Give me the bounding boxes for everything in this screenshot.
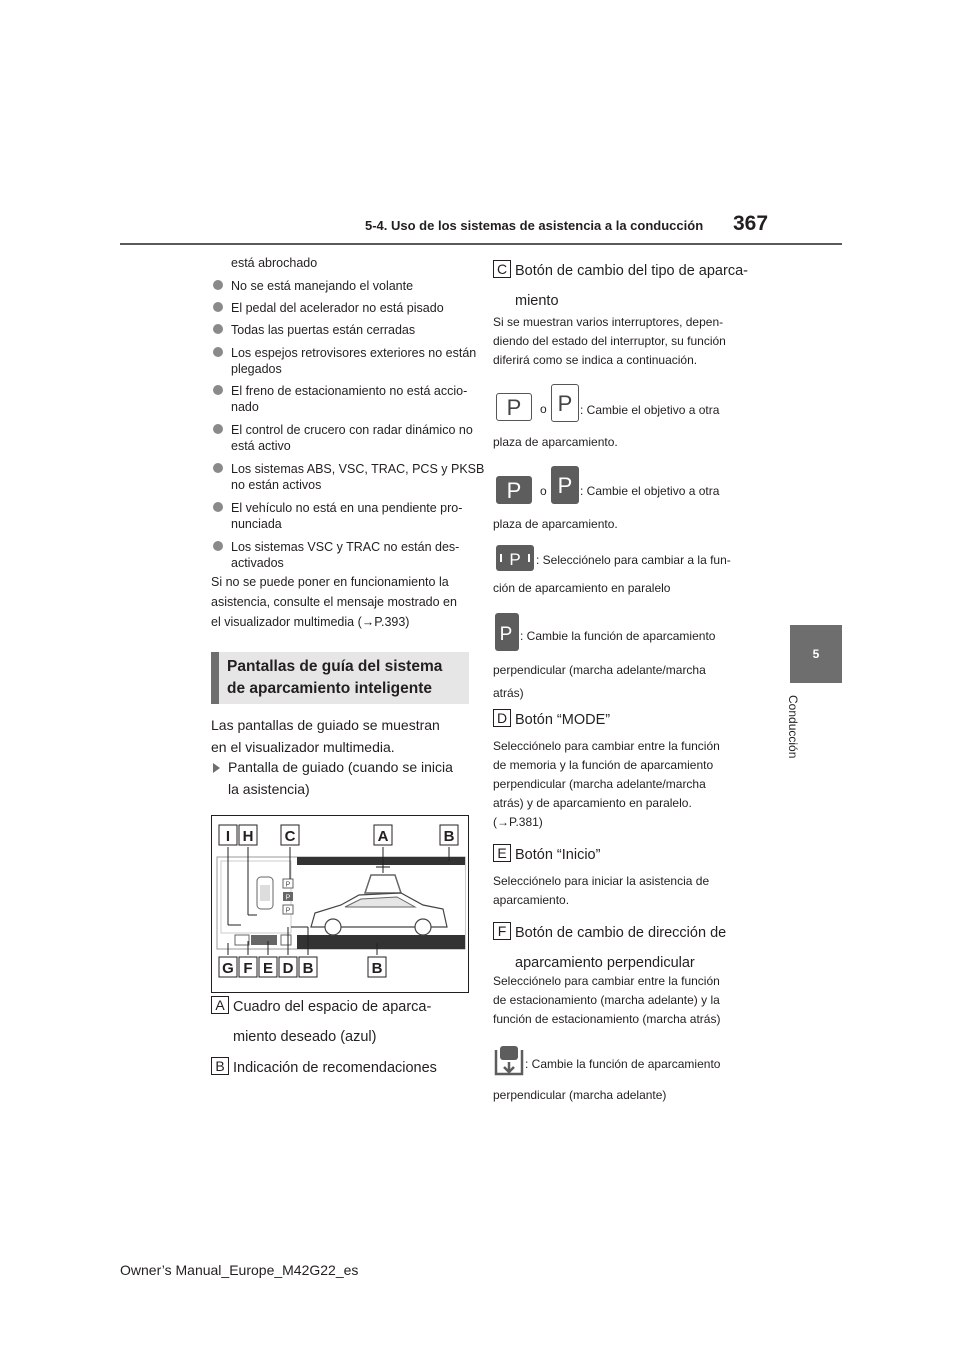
row4-text-b: perpendicular (marcha adelante/marcha atrás)	[493, 663, 706, 700]
c-description: Si se muestran varios interruptores, depen- diendo del estado del interruptor, su función diferirá como se indica a continuación.	[493, 315, 726, 367]
f-description: Selecciónelo para cambiar entre la función de estacionamiento (marcha adelante) y la función de estacionamiento (marcha atrás)	[493, 974, 721, 1026]
p-button: P	[285, 894, 291, 902]
figure-label: F	[243, 960, 253, 977]
bullet-icon	[213, 463, 223, 473]
chapter-tab: 5	[790, 625, 842, 683]
bullet-item: Los sistemas VSC y TRAC no están des-activados	[213, 539, 493, 571]
callout-e: E Botón “Inicio”	[493, 840, 600, 870]
row4-text-a: : Cambie la función de aparcamiento	[520, 629, 716, 643]
parallel-parking-icon	[495, 544, 535, 572]
figure-label: I	[225, 828, 231, 845]
row3-text-a: : Selecciónelo para cambiar a la fun-	[536, 553, 731, 567]
figure-label: B	[443, 828, 455, 845]
bullet-item: Los espejos retrovisores exteriores no están plegados	[213, 345, 493, 377]
figure-label: B	[371, 960, 383, 977]
row3-text-b: ción de aparcamiento en paralelo	[493, 581, 671, 595]
callout-c: C Botón de cambio del tipo de aparca- miento	[493, 256, 748, 316]
p-button: P	[285, 907, 291, 915]
figure-label: E	[262, 960, 274, 977]
figure-label: G	[222, 960, 234, 977]
p-filled-icon: P	[496, 476, 532, 504]
triangle-bullet-icon	[213, 763, 220, 773]
footer-text: Owner’s Manual_Europe_M42G22_es	[120, 1262, 359, 1278]
bullet-icon	[213, 424, 223, 434]
bullet-icon	[213, 385, 223, 395]
chapter-tab-label	[778, 695, 808, 770]
bullet-icon	[213, 541, 223, 551]
sub-heading: Pantalla de guiado (cuando se inicia la asistencia)	[213, 756, 453, 800]
figure-label: A	[377, 828, 389, 845]
bullet-icon	[213, 280, 223, 290]
e-description: Selecciónelo para iniciar la asistencia de aparcamiento.	[493, 874, 710, 907]
section-heading: Pantallas de guía del sistema de aparcamiento inteligente	[211, 652, 469, 704]
row5-text-b: perpendicular (marcha adelante)	[493, 1088, 667, 1102]
bullet-item: Los sistemas ABS, VSC, TRAC, PCS y PKSB no están activos	[213, 461, 493, 493]
callout-d: D Botón “MODE”	[493, 705, 610, 735]
row2-text-b: plaza de aparcamiento.	[493, 517, 618, 531]
figure-label: H	[242, 828, 254, 845]
or-text: o	[540, 484, 547, 498]
continued-text: está abrochado	[231, 256, 318, 270]
bullet-icon	[213, 502, 223, 512]
figure-label: C	[284, 828, 296, 845]
header-rule	[120, 243, 842, 245]
p-outline-icon: P	[496, 393, 532, 421]
callout-f: F Botón de cambio de dirección de aparcamiento perpendicular	[493, 918, 726, 978]
forward-parking-icon	[494, 1044, 524, 1078]
bullet-icon	[213, 347, 223, 357]
running-header: 5-4. Uso de los sistemas de asistencia a la conducción	[365, 218, 704, 233]
callout-a: A Cuadro del espacio de aparca- miento deseado (azul)	[211, 992, 431, 1052]
bullet-item: No se está manejando el volante	[213, 278, 493, 294]
p-filled-tall-icon: P	[551, 466, 579, 504]
d-description: Selecciónelo para cambiar entre la función de memoria y la función de aparcamiento perpendicular (marcha adelante/marcha atrás) y de aparcamiento en paralelo. (→P.381)	[493, 739, 720, 829]
perpendicular-parking-icon	[494, 612, 520, 652]
figure-label: D	[282, 960, 294, 977]
p-outline-tall-icon: P	[551, 384, 579, 422]
bullet-item: El control de crucero con radar dinámico no está activo	[213, 422, 493, 454]
p-button: P	[285, 881, 291, 889]
row1-text-a: : Cambie el objetivo a otra	[580, 403, 720, 417]
svg-text:P: P	[499, 624, 513, 645]
row2-text-a: : Cambie el objetivo a otra	[580, 484, 720, 498]
figure-label: B	[302, 960, 314, 977]
row5-text-a: : Cambie la función de aparcamiento	[525, 1057, 721, 1071]
bullet-item: Todas las puertas están cerradas	[213, 322, 493, 338]
lead-text: Las pantallas de guiado se muestran en el visualizador multimedia.	[211, 717, 440, 755]
or-text: o	[540, 402, 547, 416]
guide-screen-illustration	[211, 815, 469, 993]
callout-b: B Indicación de recomendaciones	[211, 1053, 437, 1083]
bullet-icon	[213, 302, 223, 312]
page-number: 367	[733, 212, 769, 235]
bullet-icon	[213, 324, 223, 334]
paragraph: Si no se puede poner en funcionamiento la asistencia, consulte el mensaje mostrado en el visualizador multimedia (→P.393)	[211, 575, 457, 629]
svg-text:P: P	[509, 550, 521, 569]
row1-text-b: plaza de aparcamiento.	[493, 435, 618, 449]
chapter-tab-text: Conducción	[786, 695, 800, 759]
bullet-item: El vehículo no está en una pendiente pro-nunciada	[213, 500, 493, 532]
bullet-item: El freno de estacionamiento no está accio-nado	[213, 383, 493, 415]
bullet-item: El pedal del acelerador no está pisado	[213, 300, 493, 316]
